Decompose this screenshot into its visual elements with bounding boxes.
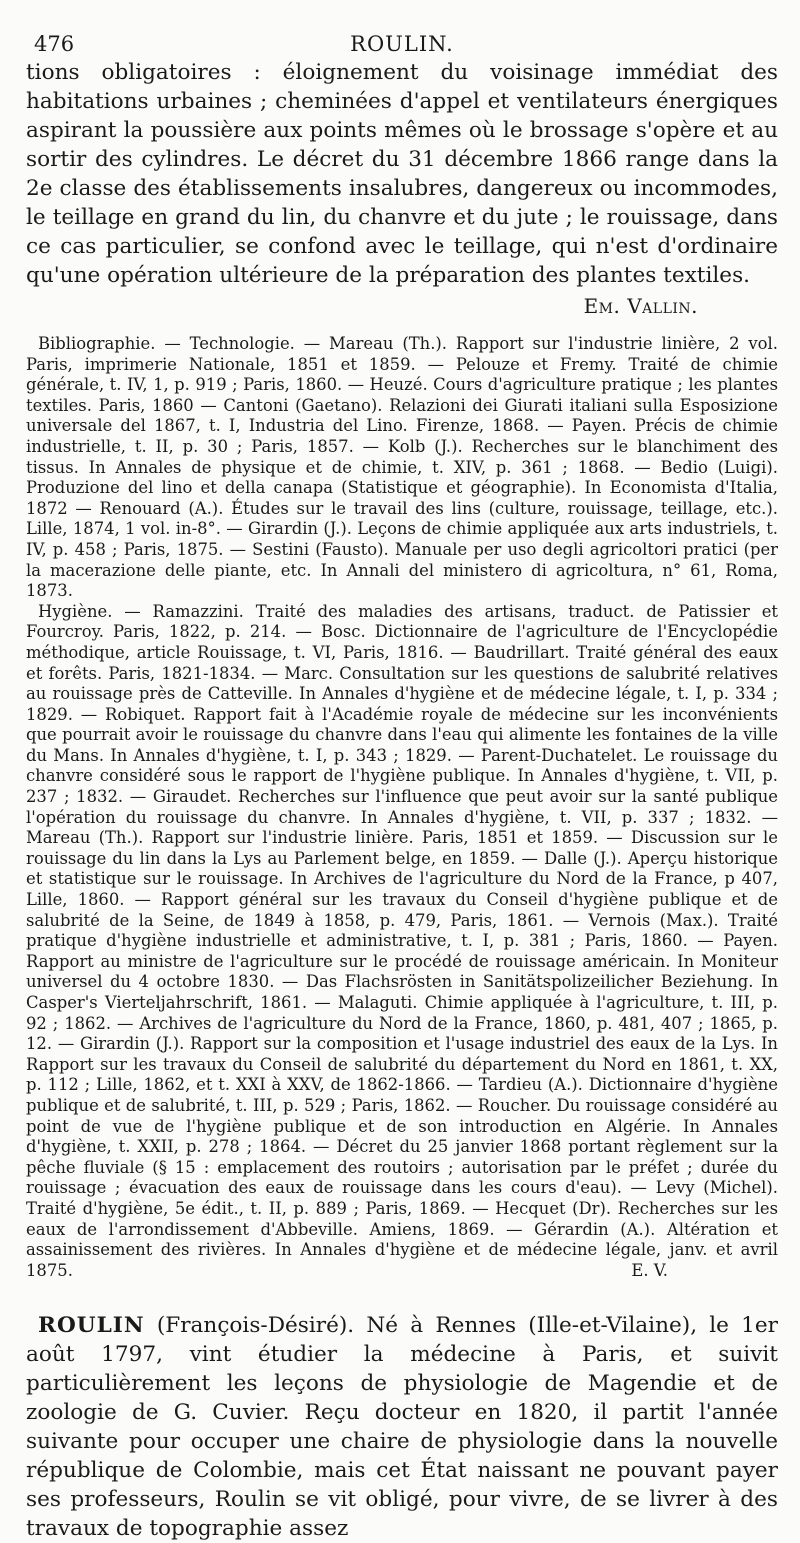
- bibliography-technologie: Bibliographie. — Technologie. — Mareau (Th.). Rapport sur l'industrie linière, 2 vol. Paris, imprimerie Nationale, 1851 et 1859. — Pelouze et Fremy. Traité de chimie générale, t. IV, 1, p. 919 ; Paris, 1860. — Heuzé. Cours d'agriculture pratique ; les plantes textiles. Paris, 1860 — Cantoni (Gaetano). Relazioni dei Giurati italiani sulla Esposizione universale del 1867, t. I, Industria del Lino. Firenze, 1868. — Payen. Précis de chimie industrielle, t. II, p. 30 ; Paris, 1857. — Kolb (J.). Recherches sur le blanchiment des tissus. In Annales de physique et de chimie, t. XIV, p. 361 ; 1868. — Bedio (Luigi). Produzione del lino et della canapa (Statistique et géographie). In Economista d'Italia, 1872 — Renouard (A.). Études sur le travail des lins (culture, rouissage, teillage, etc.). Lille, 1874, 1 vol. in-8°. — Girardin (J.). Leçons de chimie appliquée aux arts industriels, t. IV, p. 458 ; Paris, 1875. — Sestini (Fausto). Manuale per uso degli agricoltori pratici (per la macerazione delle piante, etc. In Annali del ministero di agricoltura, n° 61, Roma, 1873.: [26, 334, 778, 601]
- entry-text: (François-Désiré). Né à Rennes (Ille-et-Vilaine), le 1er août 1797, vint étudier la médecine à Paris, et suivit particulièrement les leçons de physiologie de Magendie et de zoologie de G. Cuvier. Reçu docteur en 1820, il partit l'année suivante pour occuper une chaire de physiologie dans la nouvelle république de Colombie, mais cet État naissant ne pouvant payer ses professeurs, Roulin se vit obligé, pour vivre, de se livrer à des travaux de topographie assez: [26, 1313, 778, 1542]
- article-text: tions obligatoires : éloignement du voisinage immédiat des habitations urbaines ; cheminées d'appel et ventilateurs énergiques aspirant la poussière aux points mêmes où le brossage s'opère et au sortir des cylindres. Le décret du 31 décembre 1866 range dans la 2e classe des établissements insalubres, dangereux ou incommodes, le teillage en grand du lin, du chanvre et du jute ; le rouissage, dans ce cas particulier, se confond avec le teillage, qui n'est d'ordinaire qu'une opération ultérieure de la préparation des plantes textiles.: [26, 60, 778, 288]
- bibliography-hygiene: Hygiène. — Ramazzini. Traité des maladies des artisans, traduct. de Patissier et Fourcroy. Paris, 1822, p. 214. — Bosc. Dictionnaire de l'agriculture de l'Encyclopédie méthodique, article Rouissage, t. VI, Paris, 1816. — Baudrillart. Traité général des eaux et forêts. Paris, 1821-1834. — Marc. Consultation sur les questions de salubrité relatives au rouissage près de Catteville. In Annales d'hygiène et de médecine légale, t. I, p. 334 ; 1829. — Robiquet. Rapport fait à l'Académie royale de médecine sur les inconvénients que pourrait avoir le rouissage du chanvre dans l'eau qui alimente les fontaines de la ville du Mans. In Annales d'hygiène, t. I, p. 343 ; 1829. — Parent-Duchatelet. Le rouissage du chanvre considéré sous le rapport de l'hygiène publique. In Annales d'hygiène, t. VII, p. 237 ; 1832. — Giraudet. Recherches sur l'influence que peut avoir sur la santé publique l'opération du rouissage du chanvre. In Annales d'hygiène, t. VII, p. 337 ; 1832. — Mareau (Th.). Rapport sur l'industrie linière. Paris, 1851 et 1859. — Discussion sur le rouissage du lin dans la Lys au Parlement belge, en 1859. — Dalle (J.). Aperçu historique et statistique sur le rouissage. In Archives de l'agriculture du Nord de la France, p 407, Lille, 1860. — Rapport général sur les travaux du Conseil d'hygiène publique et de salubrité de la Seine, de 1849 à 1858, p. 479, Paris, 1861. — Vernois (Max.). Traité pratique d'hygiène industrielle et administrative, t. I, p. 381 ; Paris, 1860. — Payen. Rapport au ministre de l'agriculture sur le procédé de rouissage américain. In Moniteur universel du 4 octobre 1830. — Das Flachsrösten in Sanitätspolizeilicher Beziehung. In Casper's Vierteljahrschrift, 1861. — Malaguti. Chimie appliquée à l'agriculture, t. III, p. 92 ; 1862. — Archives de l'agriculture du Nord de la France, 1860, p. 481, 407 ; 1865, p. 12. — Girardin (J.). Rapport sur la composition et l'usage industriel des eaux de la Lys. In Rapport sur les travaux du Conseil de salubrité du département du Nord en 1861, t. XX, p. 112 ; Lille, 1862, et t. XXI à XXV, de 1862-1866. — Tardieu (A.). Dictionnaire d'hygiène publique et de salubrité, t. III, p. 529 ; Paris, 1862. — Roucher. Du rouissage considéré au point de vue de l'hygiène publique et de son introduction en Algérie. In Annales d'hygiène, t. XXII, p. 278 ; 1864. — Décret du 25 janvier 1868 portant règlement sur la pêche fluviale (§ 15 : emplacement des routoirs ; autorisation par le préfet ; durée du rouissage ; évacuation des eaux de rouissage dans les cours d'eau). — Levy (Michel). Traité d'hygiène, 5e édit., t. II, p. 889 ; Paris, 1869. — Hecquet (Dr). Recherches sur les eaux de l'arrondissement d'Abbeville. Amiens, 1869. — Gérardin (A.). Altération et assainissement des rivières. In Annales d'hygiène et de médecine légale, janv. et avril 1875.: [26, 601, 778, 1280]
- bibliography-signature: E. V.: [631, 1260, 668, 1280]
- page-header: [26, 22, 778, 58]
- entry-roulin: [26, 1311, 778, 1543]
- page-number: 476: [34, 32, 75, 56]
- article-signature: Em. Vallin.: [583, 294, 698, 318]
- bibliography: [26, 334, 778, 1281]
- running-head: ROULIN.: [350, 32, 454, 56]
- entry-name: ROULIN: [38, 1313, 145, 1339]
